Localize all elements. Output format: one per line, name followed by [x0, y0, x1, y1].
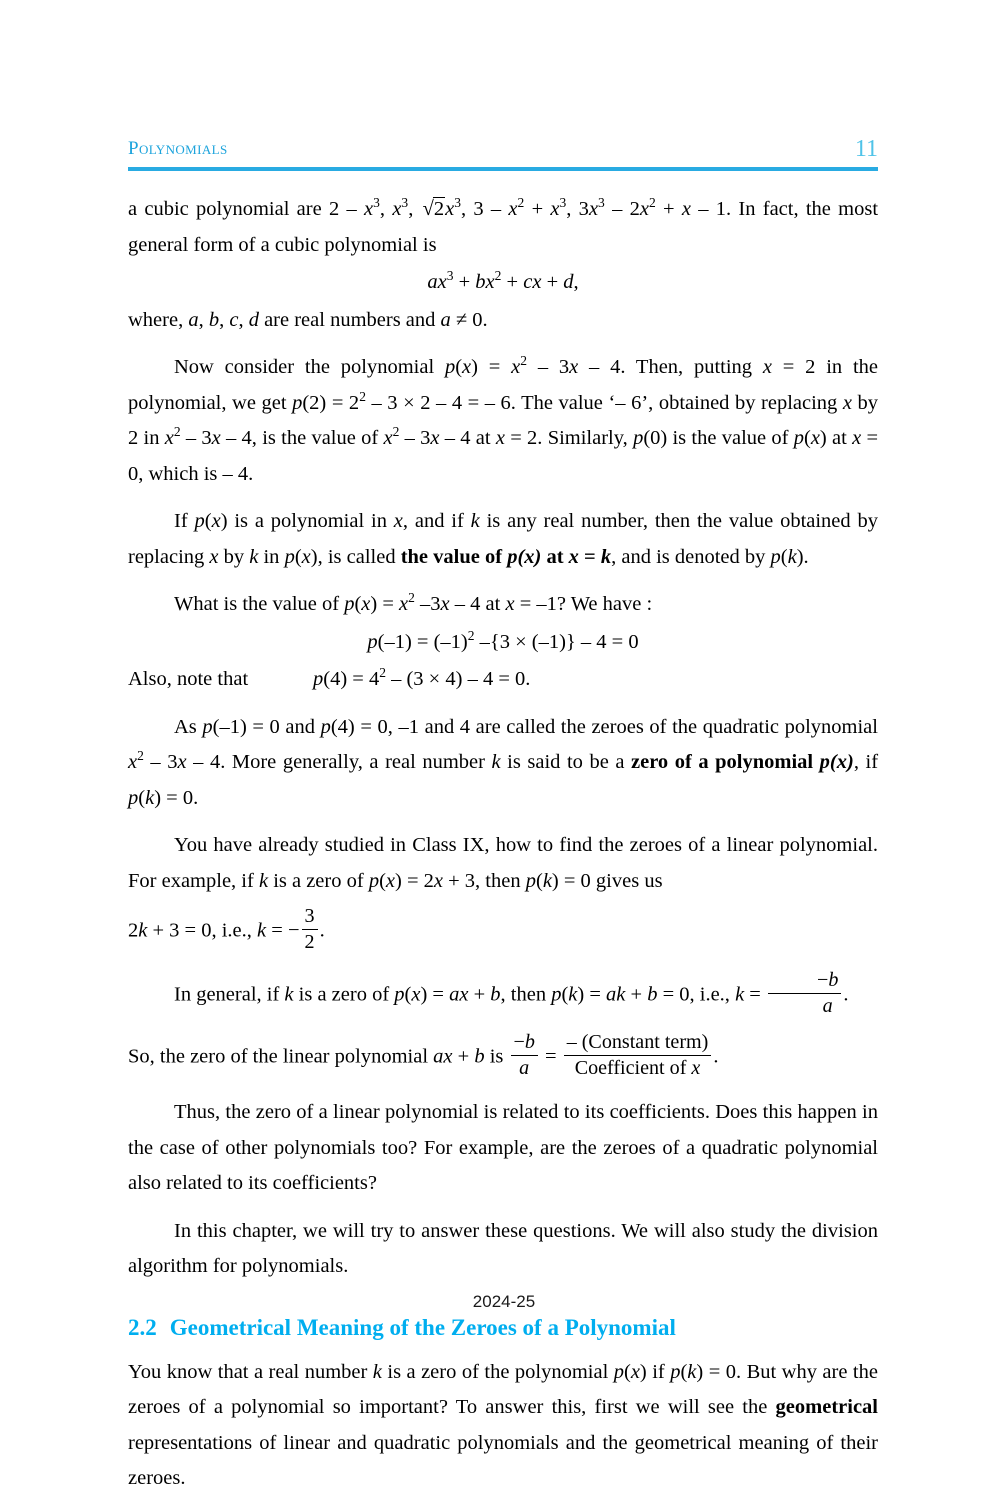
text-fragment: You know that a real number	[128, 1360, 373, 1383]
text-fragment: – 3	[180, 427, 212, 449]
text-fragment: ) = 2	[395, 869, 434, 892]
minus-sign: −	[816, 969, 829, 991]
math-var: p	[292, 391, 303, 414]
math-var: x	[511, 356, 521, 378]
math-var: x	[392, 198, 402, 220]
operator: +	[453, 271, 476, 293]
exponent: 2	[494, 268, 502, 284]
math-var: x	[211, 510, 221, 532]
text-fragment: ) = 0 gives us	[551, 869, 663, 892]
math-var: k	[470, 510, 480, 532]
text-fragment: (–1) = 0 and	[212, 715, 321, 738]
text-fragment: – 4 at	[439, 427, 496, 449]
punctuation: ,	[573, 271, 579, 293]
math-var: x	[301, 545, 311, 568]
text-fragment: 2	[128, 919, 139, 942]
text-fragment: – 4, is the value of	[220, 427, 384, 449]
math-var: p	[202, 715, 213, 738]
exponent: 2	[517, 195, 525, 211]
punctuation: (	[561, 983, 569, 1006]
radicand: 2	[433, 198, 445, 220]
text-fragment: – 1. In fact, the most general form of a cubic polynomial is	[128, 198, 879, 256]
math-var: x	[569, 356, 579, 378]
text-fragment: ) = 0.	[154, 786, 199, 809]
math-var: b	[828, 969, 839, 991]
math-var: a	[822, 994, 833, 1017]
fraction-numerator: – (Constant term)	[566, 1031, 709, 1053]
math-var: k	[568, 983, 578, 1006]
text-fragment: – 4 at	[449, 593, 506, 615]
paragraph-in-general	[128, 969, 878, 1017]
exponent: 3	[446, 268, 454, 284]
punctuation: .	[843, 983, 849, 1006]
math-var: p	[344, 593, 355, 615]
fraction-denominator: 2	[302, 929, 318, 954]
math-var: x	[495, 427, 505, 449]
paragraph-evaluate-polynomial	[128, 350, 878, 492]
text-fragment: ,	[408, 198, 421, 220]
text-fragment: , then	[500, 983, 552, 1006]
text-fragment: is a zero of the polynomial	[381, 1360, 614, 1383]
math-var: p	[670, 1360, 681, 1383]
text-fragment: is said to be a	[500, 751, 631, 773]
paragraph-cubic-examples	[128, 192, 878, 263]
text-fragment: ) at	[819, 427, 853, 449]
text-fragment: What is the value of	[174, 593, 345, 615]
operator: +	[452, 1045, 475, 1068]
punctuation: (	[455, 356, 463, 378]
fraction-denominator	[564, 1055, 712, 1080]
math-var: x	[691, 1056, 701, 1079]
text-fragment: – 3	[527, 356, 570, 378]
equation-lead-in: Also, note that	[128, 668, 249, 690]
math-var: k	[542, 869, 552, 892]
math-var: d	[248, 308, 259, 331]
emphasis-definition-k: k	[600, 545, 612, 568]
text-fragment: +	[524, 198, 551, 220]
text-fragment: representations of linear and quadratic polynomials and the geometrical meaning of their zeroes.	[128, 1431, 878, 1489]
text-fragment: ≠ 0.	[450, 308, 488, 331]
exponent: 3	[401, 195, 409, 211]
punctuation: (	[354, 593, 362, 615]
operator: +	[468, 983, 491, 1006]
math-var: p	[284, 545, 295, 568]
math-var: p	[394, 983, 405, 1006]
text-fragment: If	[174, 510, 195, 532]
emphasis-definition: at	[541, 545, 569, 568]
paragraph-what-is-value	[128, 587, 878, 623]
text-fragment: ).	[796, 545, 809, 568]
math-var: p	[368, 869, 380, 892]
math-var: a	[440, 308, 451, 331]
operator: +	[541, 271, 564, 293]
math-var: p	[551, 983, 562, 1006]
math-var: x	[164, 427, 174, 449]
operator: =	[539, 1045, 562, 1068]
equation-k-value	[128, 905, 878, 953]
math-var: b	[474, 1045, 485, 1068]
math-var: p	[613, 1360, 624, 1383]
text-fragment: So, the zero of the linear polynomial	[128, 1045, 434, 1068]
text-fragment: – 3	[143, 751, 178, 773]
punctuation: (	[535, 869, 543, 892]
text-fragment: where,	[128, 308, 189, 331]
math-var: x	[177, 751, 187, 773]
math-var: x	[588, 198, 599, 220]
section-number: 2.2	[128, 1314, 157, 1340]
text-fragment: In general, if	[174, 983, 285, 1006]
emphasis-zero-px: p(x)	[819, 751, 854, 773]
page-footer: 2024-25	[472, 1292, 536, 1311]
square-root-icon	[421, 192, 446, 228]
header-rule	[128, 167, 878, 171]
math-var: x	[505, 593, 515, 615]
text-fragment: – 2	[604, 198, 640, 220]
exponent: 2	[173, 424, 181, 440]
math-var: k	[787, 545, 797, 568]
text-fragment: – 4. Then, putting	[578, 356, 763, 378]
text-fragment: , 3	[566, 198, 589, 220]
minus-sign: −	[513, 1031, 525, 1053]
fraction-numerator	[511, 1031, 538, 1055]
math-var: x	[211, 427, 221, 449]
punctuation: (	[204, 510, 212, 532]
exponent: 3	[559, 195, 567, 211]
paragraph-zeroes-definition	[128, 710, 878, 817]
fraction-numerator	[768, 969, 841, 993]
text-fragment: ) =	[370, 593, 400, 615]
math-var: x	[639, 198, 649, 220]
math-var: x	[842, 391, 852, 414]
text-fragment: , if	[853, 751, 879, 773]
math-var: k	[284, 983, 294, 1006]
math-var: x	[440, 593, 450, 615]
text-fragment: + 3, then	[443, 869, 526, 892]
math-var: p	[444, 356, 456, 378]
math-var: x	[430, 427, 440, 449]
math-var: x	[361, 593, 371, 615]
math-var: b	[208, 308, 220, 331]
text-fragment: =	[266, 919, 288, 942]
text-fragment: ) =	[420, 983, 450, 1006]
fraction-three-halves	[302, 905, 318, 953]
minus-sign: −	[287, 919, 300, 942]
text-fragment: – (3 × 4) – 4 = 0.	[385, 668, 531, 690]
punctuation: (	[379, 869, 386, 892]
operator: +	[625, 983, 648, 1006]
punctuation: (	[780, 545, 788, 568]
emphasis-definition: the value of	[400, 545, 508, 568]
emphasis-definition-x: x	[568, 545, 579, 568]
running-head	[128, 138, 878, 168]
text-fragment: = –1? We have :	[514, 593, 653, 615]
math-term: ax	[449, 983, 469, 1006]
punctuation: ,	[198, 308, 209, 331]
fraction-constant-over-coefficient	[564, 1031, 712, 1079]
punctuation: (	[803, 427, 811, 449]
math-var: k	[249, 545, 259, 568]
exponent: 2	[520, 353, 528, 369]
text-fragment: You have already studied in Class IX, how to find the zeroes of a linear polynomial. For example, if	[128, 834, 878, 892]
text-fragment: + 3 = 0, i.e.,	[147, 919, 258, 942]
punctuation: (	[623, 1360, 631, 1383]
text-fragment: (4) = 0, –1 and 4 are called the zeroes of the quadratic polynomial	[330, 715, 878, 738]
fraction-minus-b-over-a-2	[511, 1031, 538, 1079]
text-fragment: ) if	[639, 1360, 671, 1383]
exponent: 3	[373, 195, 380, 211]
math-var: x	[762, 356, 772, 378]
section-heading	[128, 1315, 878, 1341]
math-var: p	[633, 427, 644, 449]
math-var: p	[313, 668, 324, 690]
text-fragment: (2) = 2	[302, 391, 360, 414]
text-fragment: – 3	[399, 427, 431, 449]
text-fragment: Now consider the polynomial	[174, 356, 445, 378]
text-fragment: (–1) = (–1)	[377, 630, 468, 653]
math-var: b	[490, 983, 501, 1006]
math-var: x	[681, 198, 691, 220]
fraction-denominator	[511, 1055, 538, 1080]
punctuation: ,	[219, 308, 230, 331]
emphasis-zero-of-polynomial: zero of a polynomial	[631, 751, 820, 773]
text-fragment: , and is denoted by	[611, 545, 771, 568]
math-var: p	[320, 715, 331, 738]
math-var: x	[411, 983, 421, 1006]
math-term: ak	[606, 983, 626, 1006]
math-var: x	[364, 198, 374, 220]
math-var: x	[462, 356, 472, 378]
text-fragment: =	[744, 983, 766, 1006]
operator: +	[501, 271, 524, 293]
paragraph-value-at-k	[128, 504, 878, 575]
math-var: b	[647, 983, 658, 1006]
math-var: k	[145, 786, 155, 809]
text-fragment: is a zero of	[268, 869, 369, 892]
text-fragment: = 2 in the polynomial, we get	[128, 356, 879, 414]
math-var: x	[550, 198, 560, 220]
paragraph-thus-related: Thus, the zero of a linear polynomial is related to its coefficients. Does this happen in the case of other polynomials too? For example, are the zeroes of a quadratic polynomial also related to its coefficients?	[128, 1101, 878, 1194]
exponent: 3	[454, 195, 461, 211]
exponent: 2	[359, 388, 366, 404]
math-var: x	[445, 198, 455, 220]
fraction-minus-b-over-a	[768, 969, 841, 1017]
math-var: x	[209, 545, 219, 568]
text-fragment: ) =	[577, 983, 607, 1006]
punctuation: (	[138, 786, 146, 809]
emphasis-definition-px: p(x)	[507, 545, 542, 568]
math-var: a	[188, 308, 199, 331]
math-var: k	[735, 983, 745, 1006]
text-fragment: are real numbers and	[258, 308, 441, 331]
exponent: 2	[137, 748, 144, 764]
text-fragment: ) is a polynomial in	[220, 510, 394, 532]
math-var: x	[433, 869, 443, 892]
text-fragment: As	[174, 715, 203, 738]
math-var: k	[258, 869, 269, 892]
text-fragment: –{3 × (–1)} – 4 = 0	[474, 630, 639, 653]
paragraph-in-this-chapter: In this chapter, we will try to answer these questions. We will also study the division algorithm for polynomials.	[128, 1219, 878, 1277]
math-var: p	[128, 786, 139, 809]
page-number: 11	[854, 136, 878, 162]
text-fragment: (4) = 4	[323, 668, 380, 690]
text-fragment: in	[258, 545, 285, 568]
exponent: 3	[598, 195, 605, 211]
math-var: p	[793, 427, 804, 449]
math-var: k	[372, 1360, 382, 1383]
paragraph-real-numbers	[128, 303, 878, 339]
math-var: x	[810, 427, 820, 449]
punctuation: ,	[238, 308, 249, 331]
emphasis-definition: =	[578, 545, 601, 568]
emphasis-geometrical: geometrical	[775, 1396, 878, 1418]
math-var: x	[508, 198, 518, 220]
text-fragment: is	[484, 1045, 509, 1068]
paragraph-section-intro	[128, 1355, 878, 1497]
exponent: 2	[408, 590, 415, 606]
section-title: Geometrical Meaning of the Zeroes of a Polynomial	[169, 1314, 676, 1340]
display-equation-p-minus1	[128, 625, 878, 661]
text-fragment: Coefficient of	[574, 1056, 692, 1079]
text-fragment: = 0, which is – 4.	[128, 427, 879, 485]
display-equation-cubic-general	[128, 265, 878, 301]
text-fragment: ) =	[471, 356, 512, 378]
paragraph-zero-of-linear	[128, 1031, 878, 1079]
math-var: p	[525, 869, 536, 892]
math-var: b	[524, 1031, 535, 1053]
math-term: bx	[475, 271, 495, 293]
fraction-numerator: 3	[304, 905, 315, 927]
math-var: k	[491, 751, 501, 773]
text-fragment: is a zero of	[293, 983, 395, 1006]
math-term: ax	[433, 1045, 453, 1068]
math-term: d	[563, 271, 574, 293]
punctuation: .	[319, 919, 325, 942]
text-fragment: a cubic polynomial are 2 –	[128, 198, 365, 220]
punctuation: (	[294, 545, 302, 568]
text-fragment: ), is called	[310, 545, 401, 568]
math-var: k	[138, 919, 148, 942]
text-fragment: ,	[379, 198, 393, 220]
math-var: k	[257, 919, 267, 942]
math-var: k	[687, 1360, 697, 1383]
exponent: 2	[379, 665, 386, 681]
math-var: x	[385, 869, 395, 892]
math-var: p	[770, 545, 781, 568]
exponent: 2	[392, 424, 400, 440]
text-fragment: = 2. Similarly,	[504, 427, 634, 449]
punctuation: (	[680, 1360, 688, 1383]
paragraph-class-ix-linear	[128, 828, 878, 899]
text-fragment: (0) is the value of	[643, 427, 794, 449]
math-term: ax	[427, 271, 447, 293]
text-fragment: – 3 × 2 – 4 = – 6. The value ‘– 6’, obtained by replacing	[365, 391, 843, 414]
math-var: x	[630, 1360, 640, 1383]
math-var: x	[393, 510, 403, 532]
display-equation-p-4	[128, 662, 878, 698]
text-fragment: = 0, i.e.,	[657, 983, 736, 1006]
text-fragment: , and if	[402, 510, 471, 532]
text-fragment: +	[655, 198, 682, 220]
text-fragment: ) = 0. But why are the zeroes of a polynomial so important? To answer this, first we will see the	[128, 1360, 878, 1418]
punctuation: (	[404, 983, 412, 1006]
math-var: x	[399, 593, 409, 615]
running-head-title: Polynomials	[128, 138, 228, 159]
math-var: x	[852, 427, 862, 449]
text-fragment: by	[218, 545, 250, 568]
radical-sign: √	[422, 198, 434, 220]
exponent: 2	[648, 195, 656, 211]
math-var: p	[194, 510, 205, 532]
math-var: x	[128, 751, 138, 773]
math-term: cx	[523, 271, 542, 293]
math-var: c	[229, 308, 239, 331]
exponent: 2	[467, 627, 475, 643]
math-var: a	[519, 1056, 530, 1079]
text-fragment: by 2 in	[128, 391, 879, 449]
math-var: p	[367, 630, 378, 653]
text-fragment: is any real number, then the value obtained by replacing	[128, 510, 878, 568]
math-var: x	[383, 427, 393, 449]
fraction-denominator	[768, 993, 841, 1018]
punctuation: .	[713, 1045, 719, 1068]
text-fragment: , 3 –	[460, 198, 509, 220]
text-fragment: –3	[414, 593, 441, 615]
text-fragment: – 4. More generally, a real number	[186, 751, 492, 773]
